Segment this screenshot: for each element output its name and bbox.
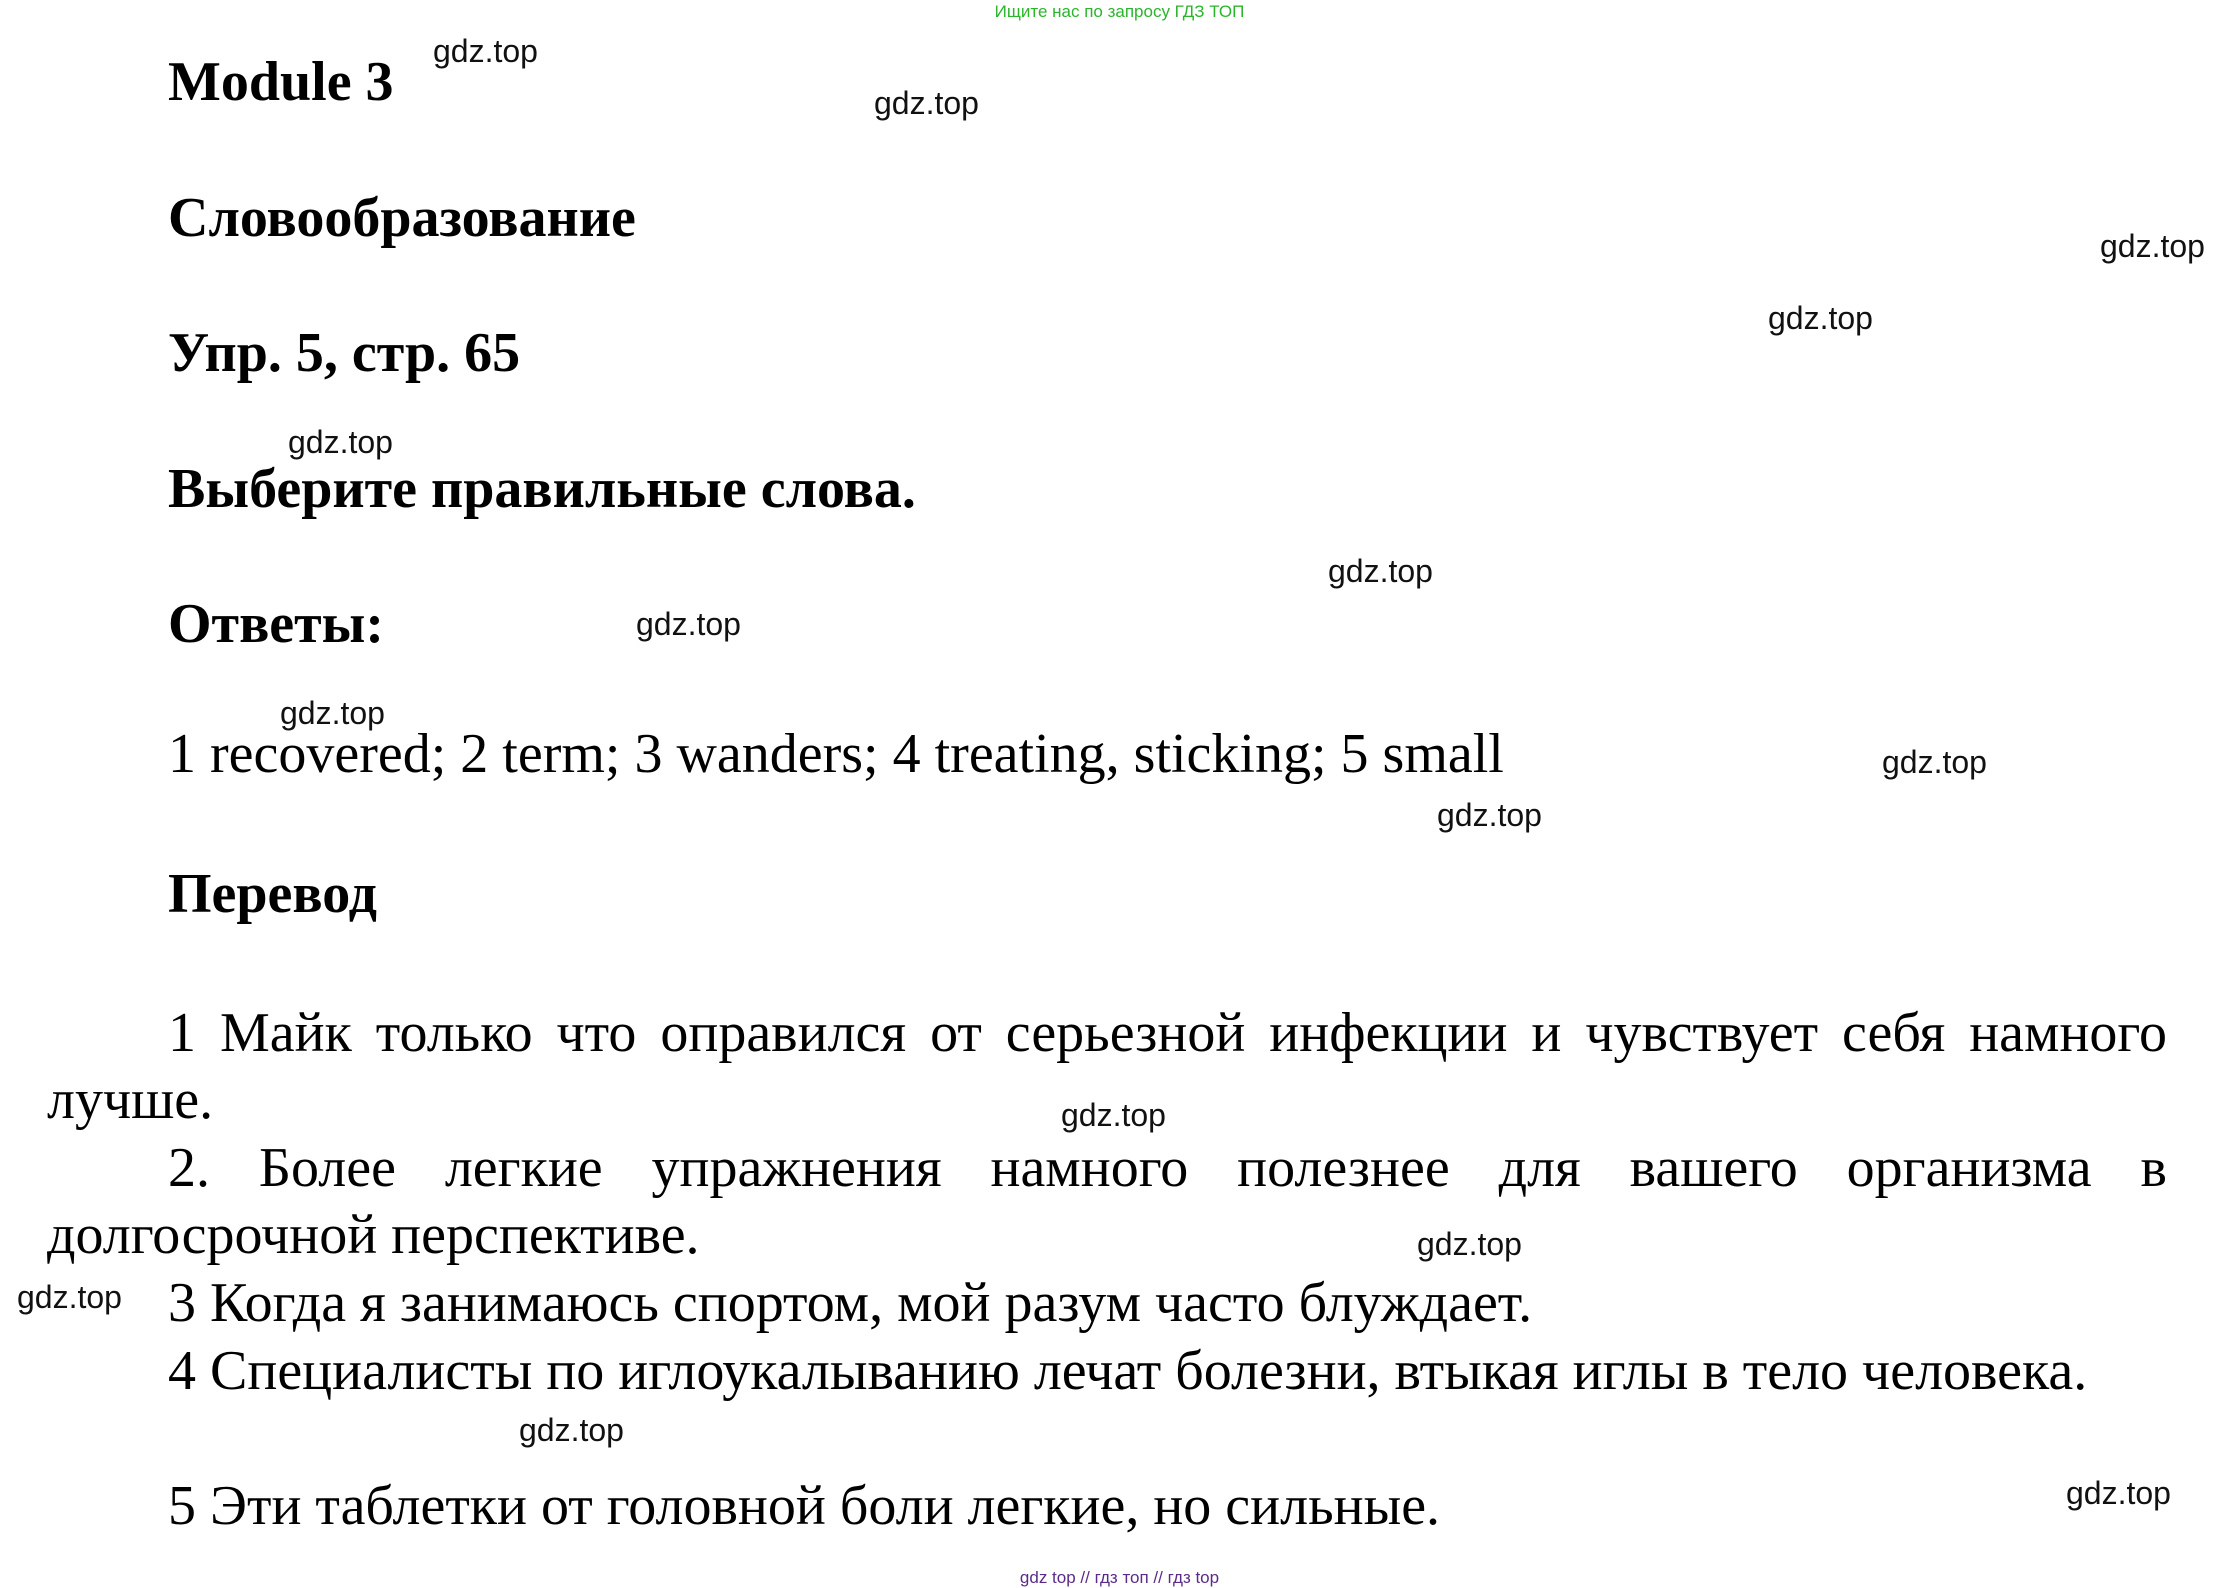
translation-heading: Перевод xyxy=(168,863,377,925)
watermark: gdz.top xyxy=(1417,1226,1522,1262)
footer-links: gdz top // гдз топ // гдз top xyxy=(1019,1568,1220,1587)
watermark: gdz.top xyxy=(636,606,741,642)
task-instruction: Выберите правильные слова. xyxy=(168,458,916,520)
watermark: gdz.top xyxy=(280,695,385,731)
module-title: Module 3 xyxy=(168,51,394,113)
answers-text: 1 recovered; 2 term; 3 wanders; 4 treating, sticking; 5 small xyxy=(168,723,1504,785)
watermark: gdz.top xyxy=(1061,1097,1166,1133)
watermark: gdz.top xyxy=(433,33,538,69)
translation-item-2: 2. Более легкие упражнения намного полезнее для вашего организма в долгосрочной перспективе. xyxy=(47,1137,2167,1266)
watermark: gdz.top xyxy=(2100,228,2205,264)
watermark: gdz.top xyxy=(17,1279,122,1315)
exercise-title: Упр. 5, стр. 65 xyxy=(168,322,521,384)
watermark: gdz.top xyxy=(1768,300,1873,336)
watermark: gdz.top xyxy=(874,85,979,121)
watermark: gdz.top xyxy=(1882,744,1987,780)
answers-heading: Ответы: xyxy=(168,593,385,655)
watermark: gdz.top xyxy=(288,424,393,460)
watermark: gdz.top xyxy=(2066,1475,2171,1511)
translation-item-3: 3 Когда я занимаюсь спортом, мой разум часто блуждает. xyxy=(168,1272,1533,1334)
watermark: gdz.top xyxy=(1328,553,1433,589)
section-title: Словообразование xyxy=(168,187,636,249)
translation-item-1: 1 Майк только что оправился от серьезной инфекции и чувствует себя намного лучше. xyxy=(47,1002,2167,1131)
top-banner: Ищите нас по запросу ГДЗ ТОП xyxy=(994,2,1245,21)
translation-item-5: 5 Эти таблетки от головной боли легкие, но сильные. xyxy=(168,1475,1441,1537)
watermark: gdz.top xyxy=(1437,797,1542,833)
watermark: gdz.top xyxy=(519,1412,624,1448)
translation-item-4: 4 Специалисты по иглоукалыванию лечат болезни, втыкая иглы в тело человека. xyxy=(168,1340,2088,1402)
